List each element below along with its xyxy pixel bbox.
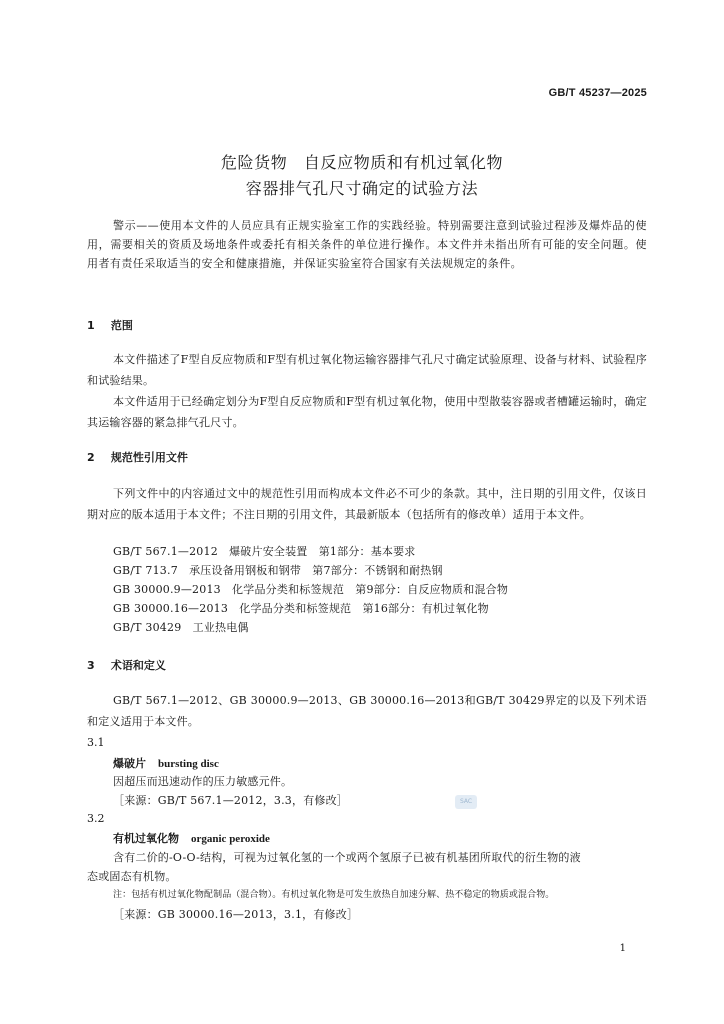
term-en: bursting disc: [158, 758, 219, 770]
reference-item: GB 30000.9—2013 化学品分类和标签规范 第9部分：自反应物质和混合物: [113, 583, 509, 596]
clause-number: 3.2: [87, 812, 105, 825]
term-zh: 有机过氧化物: [113, 832, 179, 845]
section-1-paragraph-2: 本文件适用于已经确定划分为F型自反应物质和F型有机过氧化物，使用中型散装容器或者槽罐运输时，确定其运输容器的紧急排气孔尺寸。: [87, 395, 647, 429]
term-heading: [113, 755, 219, 771]
term-heading: [113, 830, 270, 846]
section-number: 1: [87, 319, 95, 332]
reference-item: GB/T 30429 工业热电偶: [113, 621, 249, 634]
term-definition-line1: 含有二价的-O-O-结构，可视为过氧化氢的一个或两个氢原子已被有机基团所取代的衍生物的液: [113, 851, 581, 864]
term-zh: 爆破片: [113, 757, 146, 770]
page-number: 1: [619, 943, 626, 954]
term-definition-line2: 态或固态有机物。: [87, 870, 177, 883]
term-definition: 因超压而迅速动作的压力敏感元件。: [113, 775, 293, 788]
section-2-paragraph: 下列文件中的内容通过文中的规范性引用而构成本文件必不可少的条款。其中，注日期的引用文件，仅该日期对应的版本适用于本文件；不注日期的引用文件，其最新版本（包括所有的修改单）适用于本文件。: [87, 487, 647, 521]
section-2-heading: [87, 449, 188, 465]
safety-warning: 警示——使用本文件的人员应具有正规实验室工作的实践经验。特别需要注意到试验过程涉及爆炸品的使用，需要相关的资质及场地条件或委托有相关条件的单位进行操作。本文件并未指出所有可能的安全问题。使用者有责任采取适当的安全和健康措施，并保证实验室符合国家有关法规规定的条件。: [87, 219, 647, 270]
term-source: ［来源：GB/T 567.1—2012，3.3，有修改］: [113, 794, 348, 807]
section-1-paragraph-1: 本文件描述了F型自反应物质和F型有机过氧化物运输容器排气孔尺寸确定试验原理、设备与材料、试验程序和试验结果。: [87, 353, 647, 387]
document-title-line2: 容器排气孔尺寸确定的试验方法: [245, 179, 479, 198]
section-number: 3: [87, 659, 95, 672]
section-title: 范围: [110, 319, 133, 332]
term-note: 注：包括有机过氧化物配制品（混合物）。有机过氧化物是可发生放热自加速分解、热不稳定的物质或混合物。: [113, 890, 555, 900]
reference-item: GB/T 713.7 承压设备用钢板和钢带 第7部分：不锈钢和耐热钢: [113, 564, 443, 577]
section-title: 规范性引用文件: [110, 451, 188, 464]
section-3-paragraph: GB/T 567.1—2012、GB 30000.9—2013、GB 30000.16—2013和GB/T 30429界定的以及下列术语和定义适用于本文件。: [87, 694, 647, 728]
section-1-heading: [87, 317, 133, 333]
document-title-line1: 危险货物 自反应物质和有机过氧化物: [220, 153, 504, 172]
sac-watermark: SAC: [455, 795, 477, 809]
term-source: ［来源：GB 30000.16—2013，3.1，有修改］: [113, 908, 359, 921]
clause-number: 3.1: [87, 736, 105, 749]
term-en: organic peroxide: [191, 833, 270, 845]
section-number: 2: [87, 451, 95, 464]
section-title: 术语和定义: [110, 659, 166, 672]
reference-item: GB 30000.16—2013 化学品分类和标签规范 第16部分：有机过氧化物: [113, 602, 489, 615]
standard-number: GB/T 45237—2025: [548, 87, 647, 99]
reference-item: GB/T 567.1—2012 爆破片安全装置 第1部分：基本要求: [113, 545, 416, 558]
section-3-heading: [87, 657, 166, 673]
